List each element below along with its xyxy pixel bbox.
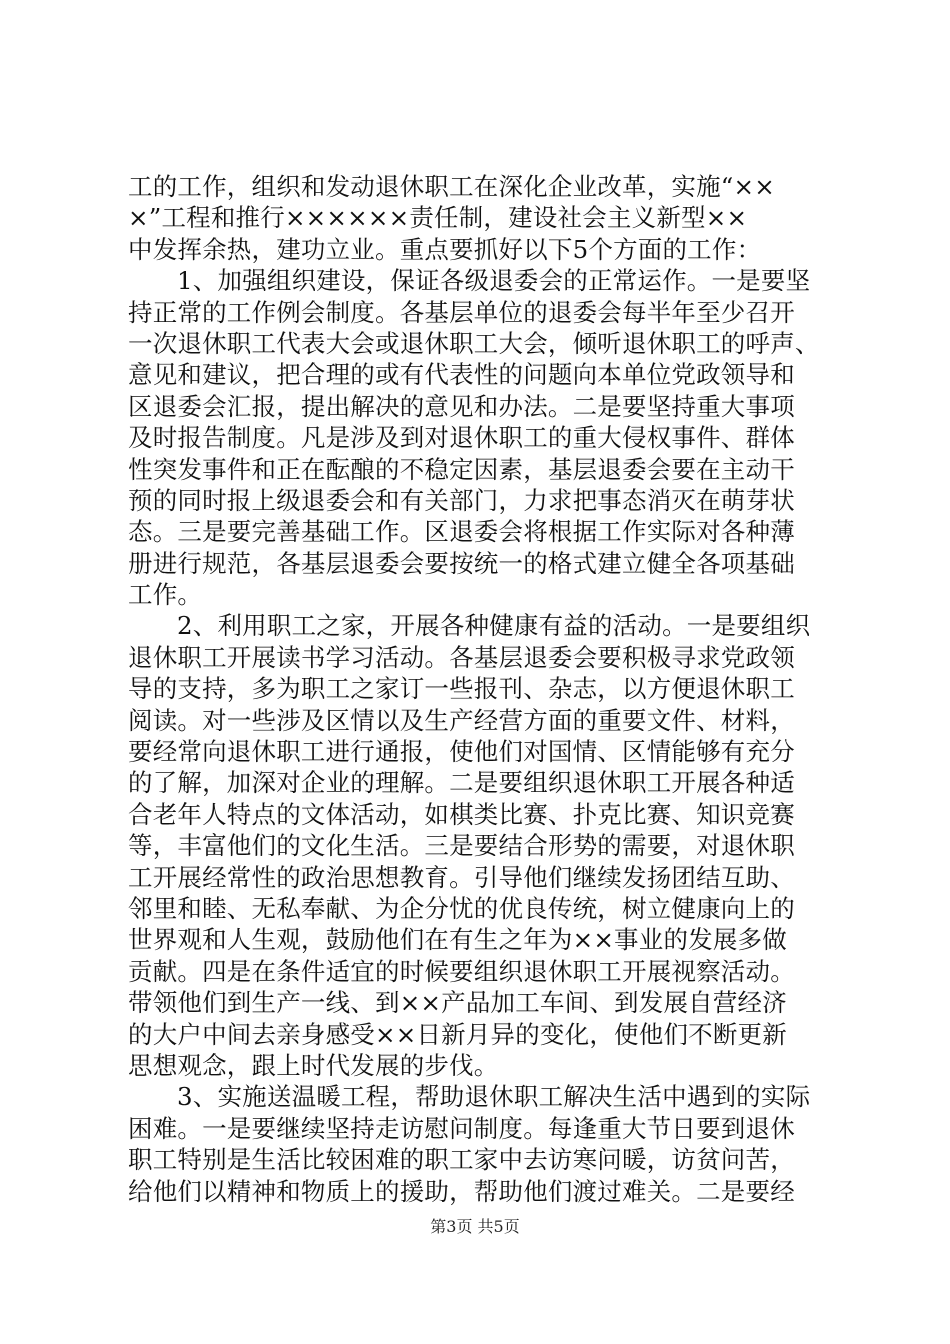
paragraph-2-start: 2、利用职工之家，开展各种健康有益的活动。一是要组织 [177,611,811,641]
text-line: 等，丰富他们的文化生活。三是要结合形势的需要，对退休职 [128,831,795,861]
text-line: 职工特别是生活比较困难的职工家中去访寒问暖，访贫问苦， [128,1145,795,1175]
text-line: 给他们以精神和物质上的援助，帮助他们渡过难关。二是要经 [128,1176,795,1206]
text-line: 一次退休职工代表大会或退休职工大会，倾听退休职工的呼声、 [128,328,820,358]
text-line: 及时报告制度。凡是涉及到对退休职工的重大侵权事件、群体 [128,423,795,453]
text-line: 邻里和睦、无私奉献、为企分忧的优良传统，树立健康向上的 [128,893,795,923]
text-line: 性突发事件和正在酝酿的不稳定因素，基层退委会要在主动干 [128,454,795,484]
paragraph-1-start: 1、加强组织建设，保证各级退委会的正常运作。一是要坚 [177,266,811,296]
text-line: 困难。一是要继续坚持走访慰问制度。每逢重大节日要到退休 [128,1113,795,1143]
text-line: 工的工作，组织和发动退休职工在深化企业改革，实施“×× [128,172,775,201]
page-number: 第3页 共5页 [430,1217,520,1236]
text-line: 的大户中间去亲身感受××日新月异的变化，使他们不断更新 [128,1019,787,1049]
text-line: 导的支持，多为职工之家订一些报刊、杂志，以方便退休职工 [128,674,795,704]
text-line: 预的同时报上级退委会和有关部门，力求把事态消灭在萌芽状 [128,485,795,515]
text-line: 退休职工开展读书学习活动。各基层退委会要积极寻求党政领 [128,642,795,672]
page-footer [0,1214,950,1237]
text-line: 要经常向退休职工进行通报，使他们对国情、区情能够有充分 [128,737,795,767]
text-line: 工开展经常性的政治思想教育。引导他们继续发扬团结互助、 [128,862,795,892]
text-line: 中发挥余热，建功立业。重点要抓好以下5个方面的工作： [128,234,762,264]
body-text [128,171,832,1207]
paragraph-3-start: 3、实施送温暖工程，帮助退休职工解决生活中遇到的实际 [177,1082,811,1112]
text-line: 工作。 [128,580,203,610]
text-line: 持正常的工作例会制度。各基层单位的退委会每半年至少召开 [128,297,795,327]
text-line: 合老年人特点的文体活动，如棋类比赛、扑克比赛、知识竞赛 [128,799,795,829]
text-line: 的了解，加深对企业的理解。二是要组织退休职工开展各种适 [128,768,795,798]
text-line: 思想观念，跟上时代发展的步伐。 [128,1050,499,1080]
text-line: 意见和建议，把合理的或有代表性的问题向本单位党政领导和 [128,360,795,390]
text-line: 区退委会汇报，提出解决的意见和办法。二是要坚持重大事项 [128,391,795,421]
text-line: 世界观和人生观，鼓励他们在有生之年为××事业的发展多做 [128,925,787,955]
text-line: 贡献。四是在条件适宜的时候要组织退休职工开展视察活动。 [128,956,795,986]
text-line: 册进行规范，各基层退委会要按统一的格式建立健全各项基础 [128,548,795,578]
text-line: 阅读。对一些涉及区情以及生产经营方面的重要文件、材料， [128,705,795,735]
text-line: ×”工程和推行××××××责任制，建设社会主义新型×× [128,203,748,233]
text-line: 态。三是要完善基础工作。区退委会将根据工作实际对各种薄 [128,517,795,547]
text-line: 带领他们到生产一线、到××产品加工车间、到发展自营经济 [128,988,787,1018]
